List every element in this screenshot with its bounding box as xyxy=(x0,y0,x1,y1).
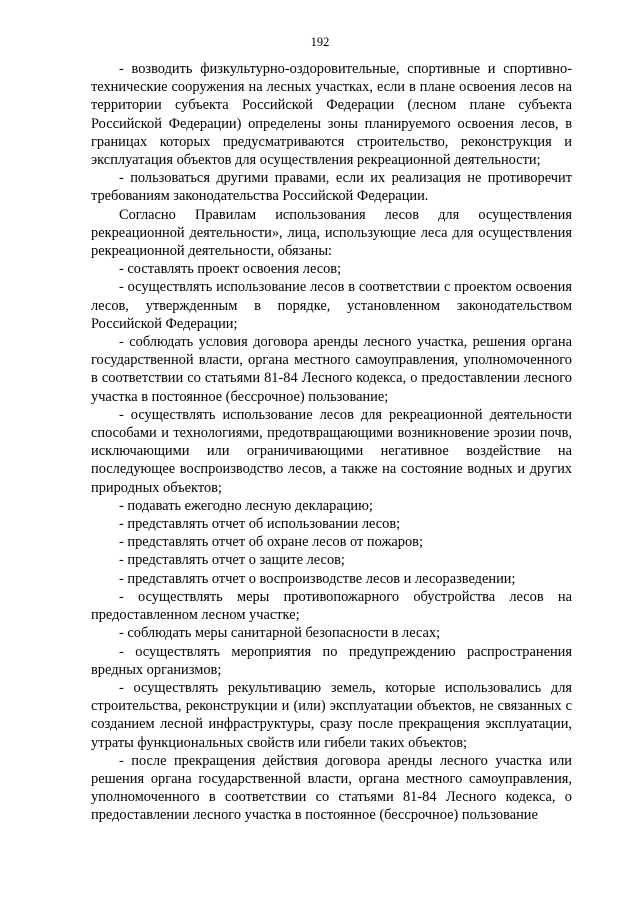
paragraph-obligations-intro: Согласно Правилам использования лесов для осуществления рекреационной деятельности», лица, использующие леса для осуществления рекреационной деятельности, обязаны: xyxy=(91,206,572,260)
list-item-sanitary-safety: - соблюдать меры санитарной безопасности в лесах; xyxy=(119,625,441,642)
list-item-use-per-project: - осуществлять использование лесов в соответствии с проектом освоения лесов, утвержденным в порядке, установленном законодательством Российской Федерации; xyxy=(91,279,572,332)
list-item-observe-lease-terms: - соблюдать условия договора аренды лесного участка, решения органа государственной власти, органа местного самоуправления, уполномоченного в соответствии со статьями 81-84 Лесного кодекса, о предоставлении лесного участка в постоянное (бессрочное) пользование; xyxy=(91,334,572,405)
list-item-prevent-erosion: - осуществлять использование лесов для рекреационной деятельности способами и технологиями, предотвращающими возникновение эрозии почв, исключающими или ограничивающими негативное воздействие на последующее воспроизводство лесов, а также на состояние водных и других природных объектов; xyxy=(91,406,572,496)
list-item-land-recultivation: - осуществлять рекультивацию земель, которые использовались для строительства, реконструкции и (или) эксплуатации объектов, не связанных с созданием лесной инфраструктуры, сразу после прекращения эксплуатации, утраты функциональных свойств или гибели таких объектов; xyxy=(91,679,572,751)
list-item-after-lease-termination: - после прекращения действия договора аренды лесного участка или решения органа государственной власти, органа местного самоуправления, уполномоченного в соответствии со статьями 81-84 Лесного кодекса, о предоставлении лесного участка в постоянное (бессрочное) пользование xyxy=(91,752,572,824)
paragraph-use-other-rights: - пользоваться другими правами, если их реализация не противоречит требованиям законодательства Российской Федерации. xyxy=(91,170,572,205)
page-number: 192 xyxy=(310,35,330,49)
list-item-pest-prevention: - осуществлять мероприятия по предупреждению распространения вредных организмов; xyxy=(91,643,572,678)
list-item-draft-project: - составлять проект освоения лесов; xyxy=(119,261,342,278)
list-item-report-fire-protection: - представлять отчет об охране лесов от пожаров; xyxy=(119,534,423,551)
list-item-report-forest-use: - представлять отчет об использовании лесов; xyxy=(119,516,401,533)
paragraph-build-sports-facilities: - возводить физкультурно-оздоровительные, спортивные и спортивно-технические сооружения на лесных участках, если в плане освоения лесов на территории субъекта Российской Федерации (лесном плане субъекта Российской Федерации) определены зоны планируемого освоения лесов, в границах которых предусматриваются строительство, реконструкция и эксплуатация объектов для осуществления рекреационной деятельности; xyxy=(91,61,572,169)
list-item-report-forest-protection: - представлять отчет о защите лесов; xyxy=(119,552,345,569)
list-item-annual-declaration: - подавать ежегодно лесную декларацию; xyxy=(119,497,373,514)
list-item-fire-prevention-measures: - осуществлять меры противопожарного обустройства лесов на предоставленном лесном участке; xyxy=(91,588,572,624)
list-item-report-reforestation: - представлять отчет о воспроизводстве лесов и лесоразведении; xyxy=(119,570,516,587)
document-body xyxy=(91,60,572,825)
